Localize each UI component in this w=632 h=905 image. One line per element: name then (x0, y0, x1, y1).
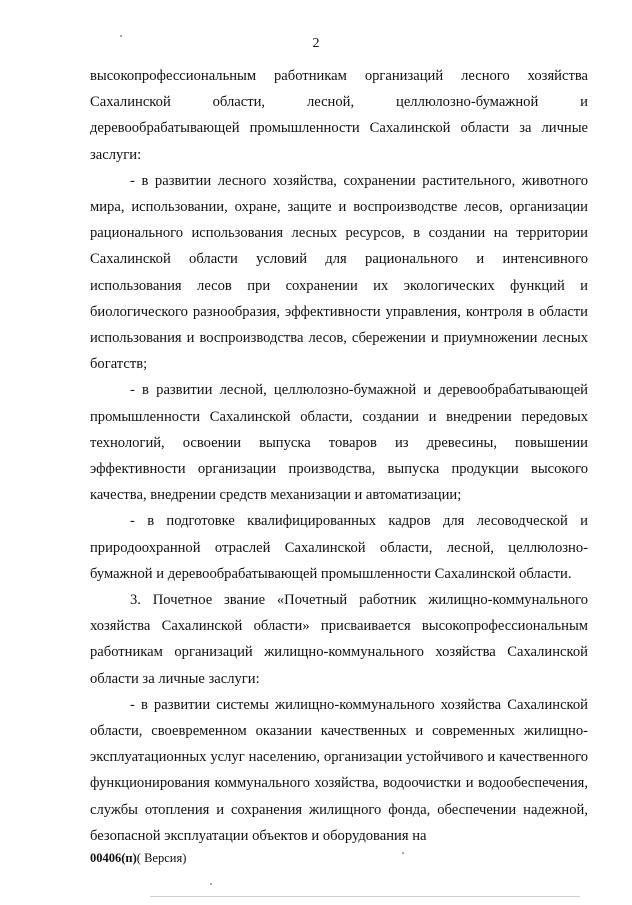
scan-speck (210, 883, 212, 885)
document-body (90, 63, 588, 849)
page-number: 2 (312, 36, 320, 51)
paragraph-training: - в подготовке квалифицированных кадров для лесоводческой и природоохранной отраслей Сахалинской области, лесной, целлюлозно-бумажной и деревообрабатывающей промышленности Сахалинской области. (90, 513, 588, 582)
scan-speck (120, 35, 122, 37)
paragraph-housing-merits: - в развитии системы жилищно-коммунального хозяйства Сахалинской области, своевременном оказании качественных и современных жилищно-эксплуатационных услуг населению, организации устойчивого и качественного функционирования коммунального хозяйства, водоочистки и водообеспечения, службы отопления и сохранения жилищного фонда, обеспечении надежной, безопасной эксплуатации объектов и оборудования на (90, 696, 588, 844)
paragraph-forestry: - в развитии лесного хозяйства, сохранении растительного, животного мира, использовании, охране, защите и воспроизводстве лесов, организации рационального использования лесных ресурсов, в создании на территории Сахалинской области условий для рационального и интенсивного использования лесов при сохранении их экологических функций и биологического разнообразия, эффективности управления, контроля в области использования и воспроизводства лесов, сбережении и приумножении лесных богатств; (90, 172, 588, 373)
footer-code: 00406(п) (90, 851, 137, 865)
footer-version: ( Версия) (136, 851, 187, 865)
paragraph-industry: - в развитии лесной, целлюлозно-бумажной и деревообрабатывающей промышленности Сахалинской области, создании и внедрении передовых технологий, освоении выпуска товаров из древесины, повышении эффективности организации производства, выпуска продукции высокого качества, внедрении средств механизации и автоматизации; (90, 382, 588, 504)
paragraph-intro: высокопрофессиональным работникам организаций лесного хозяйства Сахалинской области, лесной, целлюлозно-бумажной и деревообрабатывающей промышленности Сахалинской области за личные заслуги: (90, 68, 588, 163)
paragraph-housing-title: 3. Почетное звание «Почетный работник жилищно-коммунального хозяйства Сахалинской области» присваивается высокопрофессиональным работникам организаций жилищно-коммунального хозяйства Сахалинской области за личные заслуги: (90, 592, 588, 687)
scan-edge-line (150, 896, 580, 897)
document-footer (90, 851, 186, 866)
scan-speck (402, 852, 404, 854)
